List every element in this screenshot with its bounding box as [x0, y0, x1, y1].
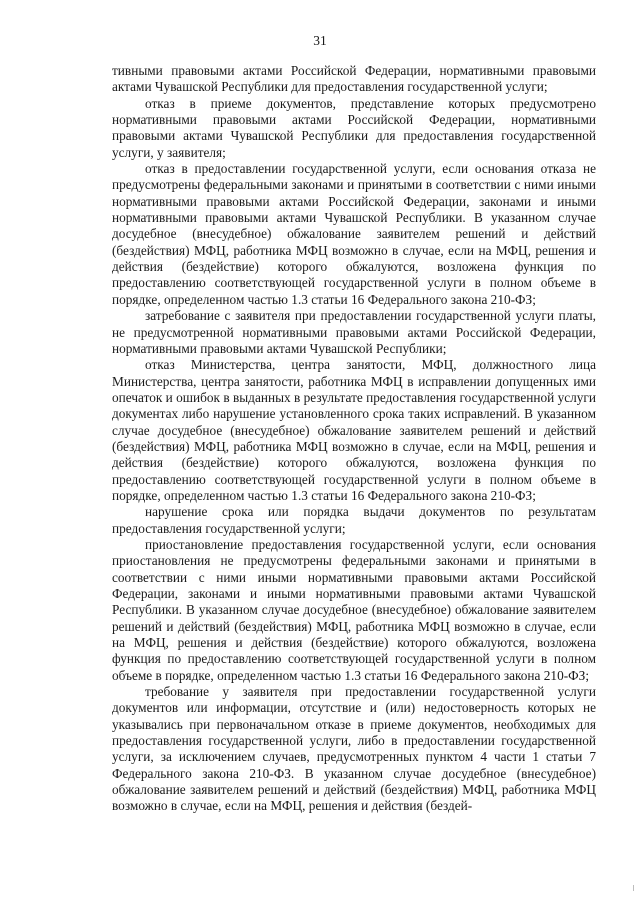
paragraph-document-demand: требование у заявителя при предоставлении государственной услуги документов или информации, отсутствие и (или) недостоверность которых не указывались при первоначальном отказе в приеме документов, необходимых для предоставления государственной услуги, либо в предоставлении государственной услуги, за исключением случаев, предусмотренных пунктом 4 части 1 статьи 7 Федерального закона 210-ФЗ. В указанном случае досудебное (внесудебное) обжалование заявителем решений и действий (бездействия) МФЦ, работника МФЦ возможно в случае, если на МФЦ, решения и действия (бездей- [112, 684, 596, 814]
paragraph-fee-demand: затребование с заявителя при предоставлении государственной услуги платы, не предусмотренной нормативными правовыми актами Российской Федерации, нормативными правовыми актами Чувашской Республики; [112, 308, 596, 356]
paragraph-correction-refusal: отказ Министерства, центра занятости, МФЦ, должностного лица Министерства, центра занятости, работника МФЦ в исправлении допущенных ими опечаток и ошибок в выданных в результате предоставления государственной услуги документах либо нарушение установленного срока таких исправлений. В указанном случае досудебное (внесудебное) обжалование заявителем решений и действий (бездействия) МФЦ, работника МФЦ возможно в случае, если на МФЦ, решения и действия (бездействие) которого обжалуются, возложена функция по предоставлению соответствующей государственной услуги в полном объеме в порядке, определенном частью 1.3 статьи 16 Федерального закона 210-ФЗ; [112, 357, 596, 503]
paragraph-refusal-service: отказ в предоставлении государственной услуги, если основания отказа не предусмотрены федеральными законами и принятыми в соответствии с ними иными нормативными правовыми актами Российской Федерации, законами и иными нормативными правовыми актами Чувашской Республики. В указанном случае досудебное (внесудебное) обжалование заявителем решений и действий (бездействия) МФЦ, работника МФЦ возможно в случае, если на МФЦ, решения и действия (бездействие) которого обжалуются, возложена функция по предоставлению соответствующей государственной услуги в полном объеме в порядке, определенном частью 1.3 статьи 16 Федерального закона 210-ФЗ; [112, 161, 596, 307]
paragraph-continuation: тивными правовыми актами Российской Федерации, нормативными правовыми актами Чувашской Республики для предоставления государственной услуги; [112, 63, 596, 95]
scan-edge-mark [633, 885, 634, 891]
paragraph-refusal-documents: отказ в приеме документов, представление которых предусмотрено нормативными правовыми актами Российской Федерации, нормативными правовыми актами Чувашской Республики для предоставления государственной услуги, у заявителя; [112, 95, 596, 160]
paragraph-suspension: приостановление предоставления государственной услуги, если основания приостановления не предусмотрены федеральными законами и принятыми в соответствии с ними иными нормативными правовыми актами Российской Федерации, законами и иными нормативными правовыми актами Чувашской Республики. В указанном случае досудебное (внесудебное) обжалование заявителем решений и действий (бездействия) МФЦ, работника МФЦ возможно в случае, если на МФЦ, решения и действия (бездействие) которого обжалуются, возложена функция по предоставлению соответствующей государственной услуги в полном объеме в порядке, определенном частью 1.3 статьи 16 Федерального закона 210-ФЗ; [112, 536, 596, 683]
page-number: 31 [313, 33, 327, 48]
document-body [112, 63, 596, 815]
paragraph-issuance-violation: нарушение срока или порядка выдачи документов по результатам предоставления государственной услуги; [112, 504, 596, 536]
